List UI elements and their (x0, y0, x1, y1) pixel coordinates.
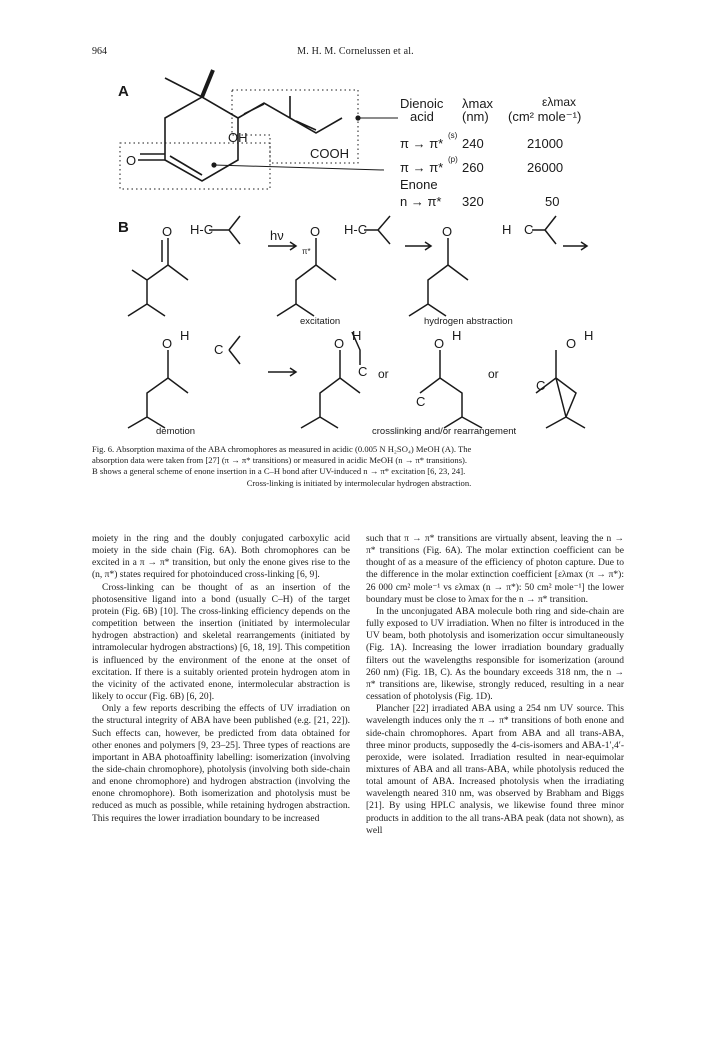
row1-tag: (s) (448, 131, 458, 140)
c-6: C (416, 394, 426, 409)
caption-line: Cross-linking is initiated by intermolecular hydrogen abstraction. (246, 477, 472, 488)
dienoic-label-2: acid (410, 109, 434, 124)
o-2: O (310, 224, 321, 239)
c-3: C (524, 222, 534, 237)
o-5: O (334, 336, 345, 351)
o-7: O (566, 336, 577, 351)
dienoic-label-1: Dienoic (400, 96, 444, 111)
lambda-header-1: λmax (462, 96, 494, 111)
enone-label: Enone (400, 177, 438, 192)
h-6: H (452, 328, 462, 343)
oh-label: OH (228, 130, 248, 145)
page-number: 964 (92, 46, 107, 57)
paragraph: Cross-linking can be thought of as an insertion of the photosensitive ligand into a bond (usually C–H) of the target protein (Fig. 6B) [10]. The cross-linking efficiency depends on the competition between the insertion (initiated by intermolecular hydrogen abstraction) and skeletal rearrangements (initiated by intramolecular hydrogen abstractions) [6, 18, 19]. This competition is influenced by the environment of the enone at the onset of excitation. If there is a suitably oriented protein hydrogen atom in the vicinity of the activated enone, intermolecular abstraction is likely to occur (Fig. 6B) [6, 20]. (92, 582, 350, 703)
hc-1: H-C (190, 222, 214, 237)
c-5: C (358, 364, 368, 379)
row2-tag: (p) (448, 155, 458, 164)
paragraph: Only a few reports describing the effects of UV irradiation on the structural integrity of ABA have been published (e.g. [21, 22]). Such effects can, however, be predicted from data obtained for other enones and polymers [9, 23–25]. Three types of reactions are important in ABA photoaffinity labelling: isomerization (involving the side-chain chromophore), photolysis (involving both side-chain and enone chromophore) and hydrogen abstraction (involving the enone chromophore). Both isomerization and photolysis must be reduced as much as possible, while retaining hydrogen abstraction. This requires the lower irradiation boundary to be increased (92, 704, 350, 824)
epsilon-header-1: ελmax (542, 95, 577, 109)
row4-lambda: 320 (462, 194, 484, 209)
o-6: O (434, 336, 445, 351)
h-3: H (502, 222, 512, 237)
figure-caption (92, 444, 626, 489)
enone-marker (211, 162, 216, 167)
h-4: H (180, 328, 190, 343)
methyl-line (165, 78, 202, 97)
row4-epsilon: 50 (545, 194, 560, 209)
caption-line: Fig. 6. Absorption maxima of the ABA chromophores as measured in acidic (0.005 N H₂SO₄) MeOH (A). The (92, 444, 472, 454)
or-2: or (488, 367, 499, 381)
lambda-header-2: (nm) (462, 109, 489, 124)
paragraph: In the unconjugated ABA molecule both ring and side-chain are fully exposed to UV irradiation. When no filter is introduced in the UV beam, both photolysis and isomerization occur simultaneously (Fig. 1A). Increasing the lower irradiation boundary gradually filters out the wavelengths responsible for isomerization (around 260 nm) (Fig. 1B, C). As the boundary exceeds 318 nm, the n → π* transitions are, likewise, strongly reduced, resulting in a near cessation of photolysis (Fig. 1D). (366, 606, 624, 703)
or-1: or (378, 367, 389, 381)
h-5: H (352, 328, 362, 343)
dienoic-marker (355, 115, 360, 120)
hc-2: H-C (344, 222, 368, 237)
paragraph: such that π → π* transitions are virtually absent, leaving the n → π* transitions (Fig. 6A). The molar extinction coefficient can be thought of as a measure of the efficiency of photon capture. Due to the difference in the molar extinction coefficient [ελmax (π → π*): 26 000 cm² mole⁻¹ vs ελmax (n → π*): 50 cm² mole⁻¹] the lower boundary must be close to λmax for the n → π* transition. (366, 534, 624, 605)
row2-transition: π → π* (400, 160, 444, 175)
panel-b-label: B (118, 219, 129, 236)
pi-star-label: π* (302, 247, 311, 256)
o-3: O (442, 224, 453, 239)
panel-a-label: A (118, 83, 129, 100)
left-column (92, 533, 350, 825)
row4-transition: n → π* (400, 194, 442, 209)
h-7: H (584, 328, 594, 343)
hv-label: hν (270, 228, 284, 243)
row1-transition: π → π* (400, 136, 444, 151)
c-4: C (214, 342, 224, 357)
caption-line: B shows a general scheme of enone insertion in a C–H bond after UV-induced n → π* excitation [6, 23, 24]. (92, 466, 466, 477)
methyl-bold (202, 70, 213, 97)
hydrogen-abstraction-label: hydrogen abstraction (424, 316, 513, 327)
c-7: C (536, 378, 546, 393)
running-head-text: M. H. M. Cornelussen et al. (297, 46, 414, 57)
crosslinking-label: crosslinking and/or rearrangement (372, 426, 517, 437)
o-label: O (126, 153, 137, 168)
o-4: O (162, 336, 173, 351)
row1-lambda: 240 (462, 136, 484, 151)
cooh-label: COOH (310, 146, 349, 161)
running-head (0, 46, 711, 57)
row1-epsilon: 21000 (527, 136, 564, 151)
paragraph: moiety in the ring and the doubly conjugated carboxylic acid moiety in the side chain (Fig. 6A). Both chromophores can be excited in a π → π* transition, but only the enone gives rise to the (n, π*) states required for photoinduced cross-linking [6, 9]. (92, 534, 350, 581)
row2-lambda: 260 (462, 160, 484, 175)
caption-line: absorption data were taken from [27] (π → π* transitions) or measured in acidic MeOH (n → π* transitions). (92, 455, 468, 466)
epsilon-header-2: (cm² mole⁻¹) (508, 109, 582, 124)
paragraph: Plancher [22] irradiated ABA using a 254 nm UV source. This wavelength induces only the π → π* transitions of both enone and side-chain chromophores. Apart from ABA and all trans-ABA, three minor products, supposedly the 4-cis-isomers and ABA-1′,4′-peroxide, were isolated. Irradiation resulted in near-equimolar mixtures of ABA and all trans-ABA, while photolysis reduced the total amount of ABA. Increased photolysis when the irradiating wavelength neared 310 nm, was observed by Brabham and Biggs [21]. By using HPLC analysis, we likewise found three minor products in addition to the all trans-ABA peak (data not shown), as well (366, 704, 624, 836)
row2-epsilon: 26000 (527, 160, 564, 175)
excitation-label: excitation (300, 316, 341, 327)
demotion-label: demotion (156, 426, 196, 437)
right-column (366, 533, 624, 837)
figure-6 (0, 60, 711, 440)
carbonyl (138, 154, 165, 160)
o-1: O (162, 224, 173, 239)
side-chain (238, 96, 342, 133)
